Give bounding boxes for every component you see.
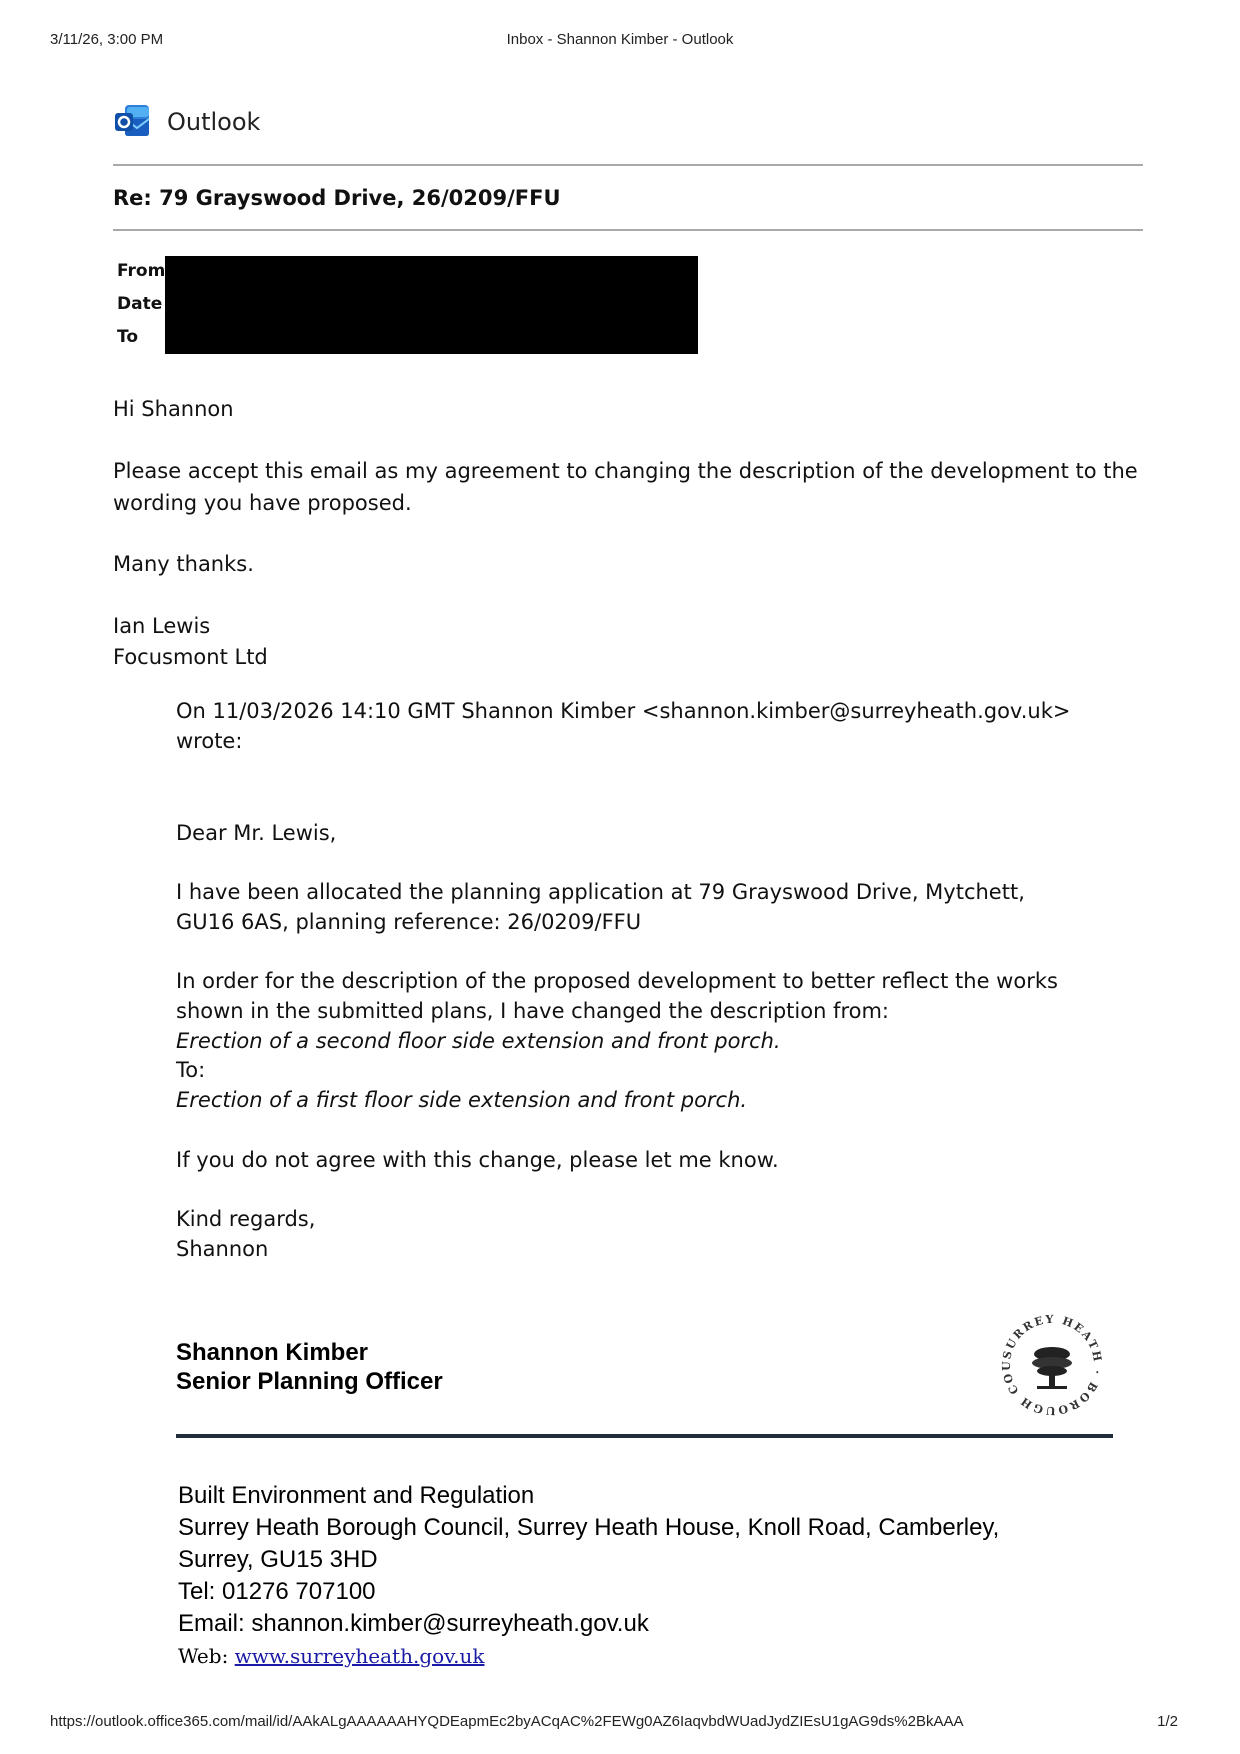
signature-tel: Tel: 01276 707100: [178, 1578, 376, 1605]
signature-address-1: Surrey Heath Borough Council, Surrey Heath House, Knoll Road, Camberley,: [178, 1514, 1000, 1541]
quote-sign-name: Shannon: [176, 1237, 269, 1261]
message-meta: [117, 255, 165, 354]
signature-web: [178, 1640, 1078, 1672]
print-url: https://outlook.office365.com/mail/id/AAkALgAAAAAAHYQDEapmEc2byACqAC%2FEWg0AZ6IaqvbdWUadJydZIEsU1gAG9ds%2BkAAA: [50, 1713, 964, 1730]
greeting: Hi Shannon: [113, 397, 234, 421]
header-divider: [113, 164, 1143, 166]
from-label: From: [117, 261, 166, 281]
date-label: Date: [117, 294, 163, 314]
outlook-logo-icon: [113, 101, 151, 143]
print-datetime: 3/11/26, 3:00 PM: [50, 31, 164, 48]
closing: Many thanks.: [113, 552, 254, 576]
redaction-block: [165, 256, 698, 354]
quote-to-description: Erection of a first floor side extension and front porch.: [176, 1088, 748, 1112]
signature-email: Email: shannon.kimber@surreyheath.gov.uk: [178, 1610, 649, 1637]
quote-regards: Kind regards,: [176, 1207, 316, 1231]
tree-icon: [1032, 1347, 1072, 1389]
print-header: [50, 31, 1190, 51]
signature-divider: [176, 1434, 1113, 1438]
to-label: To: [117, 327, 139, 347]
print-page-number: 1/2: [1157, 1713, 1178, 1730]
quote-para-1: I have been allocated the planning application at 79 Grayswood Drive, Mytchett, GU16 6AS, planning reference: 26/0209/FFU: [176, 880, 1025, 934]
message-body: Please accept this email as my agreement to changing the description of the development to the wording you have proposed.: [113, 459, 1138, 515]
quote-salutation: Dear Mr. Lewis,: [176, 821, 337, 845]
signature-department: Built Environment and Regulation: [178, 1482, 535, 1509]
quote-header: On 11/03/2026 14:10 GMT Shannon Kimber <shannon.kimber@surreyheath.gov.uk> wrote:: [176, 699, 1071, 753]
signature-title: Senior Planning Officer: [176, 1368, 443, 1395]
print-window-title: Inbox - Shannon Kimber - Outlook: [506, 31, 734, 48]
quote-para-2: In order for the description of the proposed development to better reflect the works shown in the submitted plans, I have changed the description from:: [176, 969, 1058, 1023]
app-name: Outlook: [167, 108, 261, 136]
print-footer: [50, 1713, 1190, 1733]
web-label: Web:: [178, 1644, 235, 1668]
signature-contact: [178, 1480, 1078, 1672]
sender-company: Focusmont Ltd: [113, 645, 268, 669]
signature-heading: [176, 1338, 443, 1396]
sender-name: Ian Lewis: [113, 614, 211, 638]
quote-to-label: To:: [176, 1058, 206, 1082]
signature-name: Shannon Kimber: [176, 1339, 369, 1366]
signature-address-2: Surrey, GU15 3HD: [178, 1546, 378, 1573]
quote-para-3: If you do not agree with this change, please let me know.: [176, 1148, 779, 1172]
subject-divider: [113, 229, 1143, 231]
quote-from-description: Erection of a second floor side extension and front porch.: [176, 1029, 781, 1053]
council-seal-logo: [997, 1310, 1107, 1420]
message-subject: Re: 79 Grayswood Drive, 26/0209/FFU: [113, 186, 561, 210]
svg-text:SURREY HEATH · BOROUGH COUNCIL: SURREY HEATH · BOROUGH COU: [999, 1312, 1105, 1418]
app-brand: [113, 102, 260, 142]
website-link[interactable]: www.surreyheath.gov.uk: [234, 1644, 485, 1668]
